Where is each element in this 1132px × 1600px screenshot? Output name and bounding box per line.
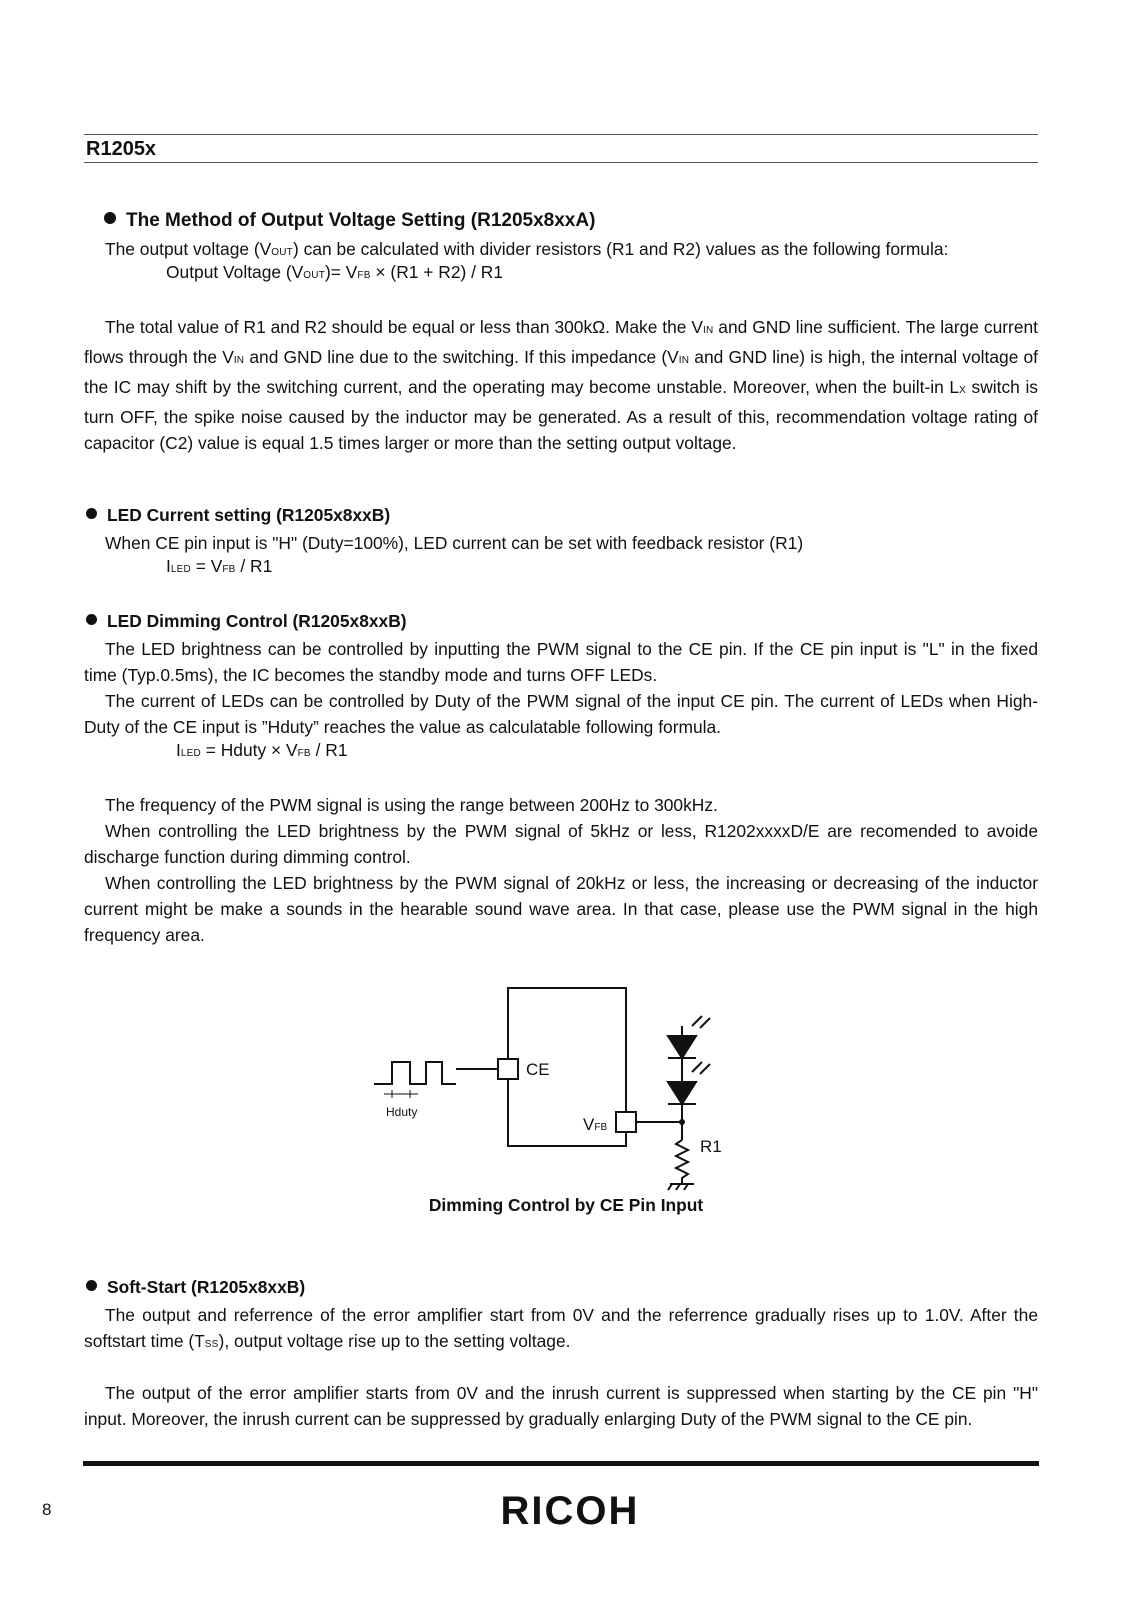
soft-start-paragraph-1: The output and referrence of the error amplifier start from 0V and the referrence gradually rises up to 1.0V. After the softstart time (TSS), output voltage rise up to the setting voltage.	[84, 1305, 1038, 1351]
hduty-label: Hduty	[386, 1105, 418, 1119]
vfb-pin	[616, 1112, 636, 1132]
diagram-caption: Dimming Control by CE Pin Input	[428, 1195, 704, 1215]
document-title: R1205x	[86, 138, 157, 160]
section-heading-output-voltage: The Method of Output Voltage Setting (R1205x8xxA)	[104, 210, 595, 232]
led-current-text: When CE pin input is "H" (Duty=100%), LED current can be set with feedback resistor (R1)	[105, 533, 804, 553]
section-heading-led-current: LED Current setting (R1205x8xxB)	[86, 505, 390, 526]
led-1-icon	[668, 1016, 710, 1058]
pwm-5khz-paragraph: When controlling the LED brightness by the PWM signal of 5kHz or less, R1202xxxxD/E are recomended to avoide discharge function during dimming control.	[84, 821, 1038, 867]
bullet-icon	[86, 1280, 97, 1291]
page-number: 8	[42, 1500, 52, 1519]
pwm-frequency-text: The frequency of the PWM signal is using the range between 200Hz to 300kHz.	[105, 795, 718, 815]
ricoh-logo	[470, 1488, 670, 1532]
vfb-label: VFB	[583, 1115, 608, 1134]
section-heading-soft-start: Soft-Start (R1205x8xxB)	[86, 1277, 305, 1298]
led-current-formula: ILED = VFB / R1	[166, 556, 273, 576]
footer-rule	[83, 1461, 1039, 1466]
r1-label: R1	[700, 1137, 722, 1156]
led-2-icon	[668, 1062, 710, 1104]
dimming-paragraph-2: The current of LEDs can be controlled by Duty of the PWM signal of the input CE pin. The current of LEDs when High-Duty of the CE input is ”Hduty” reaches the value as calculatable following formula.	[84, 691, 1038, 737]
section-heading-led-dimming: LED Dimming Control (R1205x8xxB)	[86, 611, 407, 632]
output-voltage-intro: The output voltage (VOUT) can be calculated with divider resistors (R1 and R2) values as the following formula:	[105, 239, 949, 259]
pwm-20khz-paragraph: When controlling the LED brightness by the PWM signal of 20kHz or less, the increasing or decreasing of the inductor current might be make a sounds in the hearable sound wave area. In that case, please use the PWM signal in the high frequency area.	[84, 873, 1038, 945]
resistor-value-paragraph: The total value of R1 and R2 should be equal or less than 300kΩ. Make the VIN and GND line sufficient. The large current flows through the VIN and GND line due to the switching. If this impedance (VIN and GND line) is high, the internal voltage of the IC may shift by the switching current, and the operating may become unstable. Moreover, when the built-in LX switch is turn OFF, the spike noise caused by the inductor may be generated. As a result of this, recommendation voltage rating of capacitor (C2) value is equal 1.5 times larger or more than the setting output voltage.	[84, 317, 1039, 453]
soft-start-paragraph-2: The output of the error amplifier starts from 0V and the inrush current is suppressed when starting by the CE pin "H" input. Moreover, the inrush current can be suppressed by gradually enlarging Duty of the PWM signal to the CE pin.	[84, 1383, 1038, 1429]
pwm-waveform	[374, 1062, 456, 1084]
hduty-dimension	[384, 1090, 418, 1098]
r1-resistor	[676, 1140, 688, 1184]
ce-label: CE	[526, 1060, 550, 1079]
ce-pin	[498, 1059, 518, 1079]
dimming-formula: ILED = Hduty × VFB / R1	[176, 740, 348, 760]
dimming-paragraph-1: The LED brightness can be controlled by inputting the PWM signal to the CE pin. If the CE pin input is "L" in the fixed time (Typ.0.5ms), the IC becomes the standby mode and turns OFF LEDs.	[84, 639, 1038, 685]
feedback-node	[679, 1119, 685, 1125]
ground-icon	[668, 1184, 694, 1190]
output-voltage-formula: Output Voltage (VOUT)= VFB × (R1 + R2) / R1	[166, 262, 504, 282]
svg-text:RICOH: RICOH	[500, 1489, 640, 1532]
